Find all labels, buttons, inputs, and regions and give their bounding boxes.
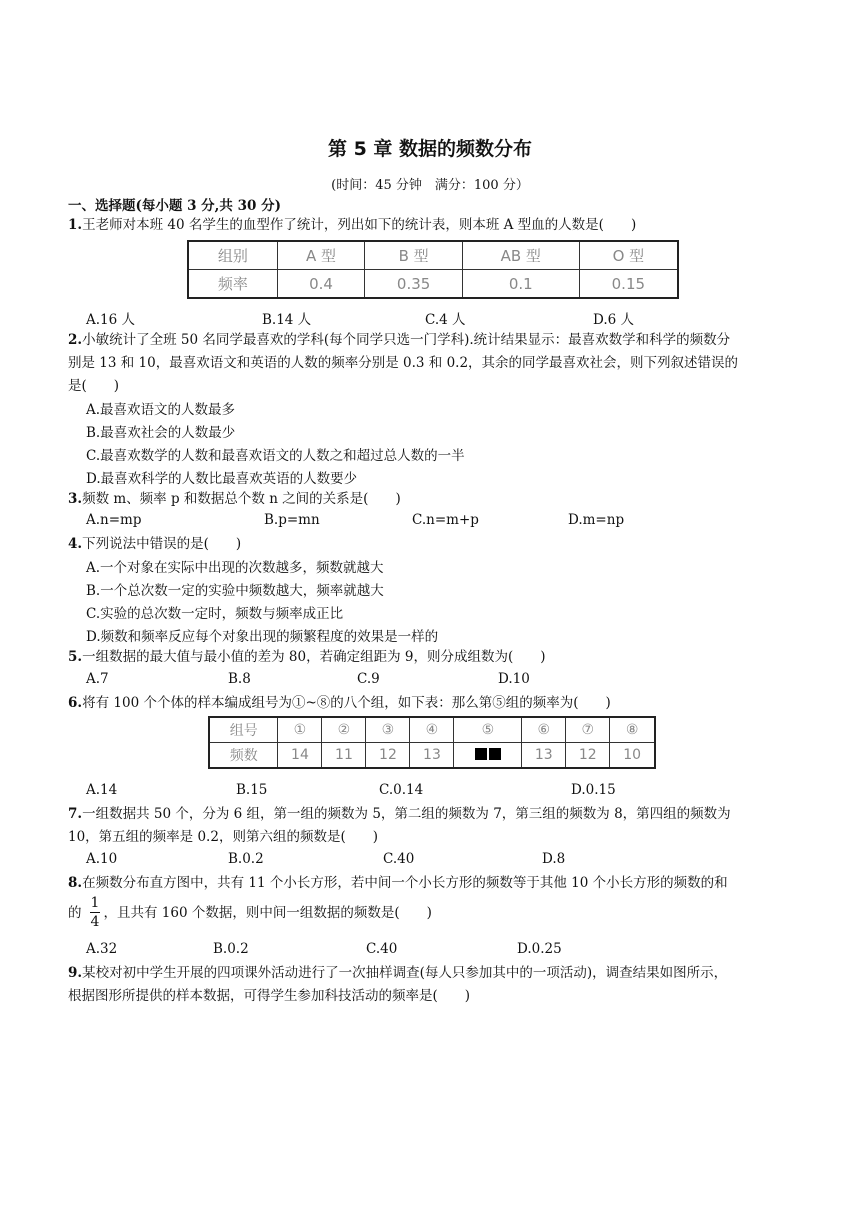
table-cell: 10 bbox=[610, 743, 655, 769]
question-2-line-3: 是( ) bbox=[68, 378, 120, 394]
table-cell: 12 bbox=[366, 743, 410, 769]
question-3 bbox=[68, 488, 401, 510]
option-b: B.15 bbox=[236, 782, 268, 798]
option-a: A.7 bbox=[86, 671, 109, 687]
question-text: 在频数分布直方图中，共有 11 个小长方形，若中间一个小长方形的频数等于其他 10 个小长方形的频数的和 bbox=[82, 875, 728, 891]
table-row bbox=[188, 270, 678, 299]
blood-type-table bbox=[187, 240, 679, 299]
option-d: D.10 bbox=[498, 671, 530, 687]
table-cell: 组别 bbox=[188, 241, 277, 270]
question-9-line-2: 根据图形所提供的样本数据，可得学生参加科技活动的频率是( ) bbox=[68, 988, 471, 1004]
question-7-line-2: 10，第五组的频率是 0.2，则第六组的频数是( ) bbox=[68, 829, 378, 845]
question-2 bbox=[68, 329, 730, 351]
option-d: D.6 人 bbox=[593, 312, 635, 328]
table-cell: A 型 bbox=[277, 241, 365, 270]
table-cell: ③ bbox=[366, 717, 410, 743]
option-c: C.9 bbox=[357, 671, 380, 687]
question-text: 将有 100 个个体的样本编成组号为①~⑧的八个组，如下表：那么第⑤组的频率为( ) bbox=[82, 695, 611, 711]
option-a: A.14 bbox=[86, 782, 118, 798]
text-before-fraction: 的 bbox=[68, 905, 82, 921]
section-heading: 一、选择题(每小题 3 分,共 30 分) bbox=[68, 198, 281, 214]
table-cell: ⑦ bbox=[566, 717, 610, 743]
table-cell: ⑤ bbox=[454, 717, 522, 743]
group-frequency-table bbox=[208, 716, 656, 769]
question-text: 王老师对本班 40 名学生的血型作了统计，列出如下的统计表，则本班 A 型血的人数是( ) bbox=[82, 217, 637, 233]
question-number: 2. bbox=[68, 332, 83, 348]
table-cell: 0.15 bbox=[579, 270, 678, 299]
table-cell: ④ bbox=[410, 717, 454, 743]
exam-info: (时间：45 分钟 满分：100 分） bbox=[331, 178, 529, 193]
option-d: D.最喜欢科学的人数比最喜欢英语的人数要少 bbox=[86, 471, 358, 487]
table-cell: 频率 bbox=[188, 270, 277, 299]
question-number: 5. bbox=[68, 649, 83, 665]
table-cell: B 型 bbox=[365, 241, 462, 270]
table-cell: 13 bbox=[410, 743, 454, 769]
option-b: B.14 人 bbox=[262, 312, 312, 328]
option-d: D.0.15 bbox=[571, 782, 616, 798]
option-c: C.实验的总次数一定时，频数与频率成正比 bbox=[86, 606, 344, 622]
table-cell: 0.4 bbox=[277, 270, 365, 299]
masked-cell bbox=[454, 743, 522, 769]
table-cell: 11 bbox=[322, 743, 366, 769]
question-text: 小敏统计了全班 50 名同学最喜欢的学科(每个同学只选一门学科).统计结果显示：最喜欢数学和科学的频数分 bbox=[82, 332, 731, 348]
question-5 bbox=[68, 646, 545, 668]
question-9 bbox=[68, 962, 727, 984]
table-cell: 频数 bbox=[209, 743, 278, 769]
black-square-icon bbox=[489, 748, 501, 760]
table-cell: 14 bbox=[278, 743, 322, 769]
table-row bbox=[188, 241, 678, 270]
question-2-line-2: 别是 13 和 10，最喜欢语文和英语的人数的频率分别是 0.3 和 0.2，其余的同学最喜欢社会，则下列叙述错误的 bbox=[68, 355, 739, 371]
option-b: B.最喜欢社会的人数最少 bbox=[86, 425, 236, 441]
table-row bbox=[209, 717, 655, 743]
question-7 bbox=[68, 803, 731, 825]
question-number: 4. bbox=[68, 536, 83, 552]
question-number: 6. bbox=[68, 695, 83, 711]
option-c: C.最喜欢数学的人数和最喜欢语文的人数之和超过总人数的一半 bbox=[86, 448, 465, 464]
table-cell: AB 型 bbox=[462, 241, 579, 270]
table-row bbox=[209, 743, 655, 769]
fraction-bar bbox=[90, 912, 100, 913]
question-text: 频数 m、频率 p 和数据总个数 n 之间的关系是( ) bbox=[82, 491, 401, 507]
option-b: B.一个总次数一定的实验中频数越大，频率就越大 bbox=[86, 583, 384, 599]
question-number: 3. bbox=[68, 491, 83, 507]
fraction-one-quarter bbox=[88, 895, 102, 930]
question-number: 8. bbox=[68, 875, 83, 891]
table-cell: ② bbox=[322, 717, 366, 743]
table-cell: ⑧ bbox=[610, 717, 655, 743]
fraction-numerator: 1 bbox=[90, 895, 100, 911]
table-cell: 组号 bbox=[209, 717, 278, 743]
table-cell: ① bbox=[278, 717, 322, 743]
table-cell: ⑥ bbox=[522, 717, 566, 743]
black-square-icon bbox=[475, 748, 487, 760]
option-c: C.40 bbox=[383, 851, 415, 867]
question-1 bbox=[68, 214, 636, 236]
option-c: C.40 bbox=[366, 941, 398, 957]
question-text: 下列说法中错误的是( ) bbox=[82, 536, 242, 552]
question-8 bbox=[68, 872, 728, 894]
option-b: B.0.2 bbox=[213, 941, 249, 957]
option-c: C.4 人 bbox=[425, 312, 466, 328]
option-b: B.0.2 bbox=[228, 851, 264, 867]
option-d: D.0.25 bbox=[517, 941, 562, 957]
option-a: A.最喜欢语文的人数最多 bbox=[86, 402, 236, 418]
option-a: A.一个对象在实际中出现的次数越多，频数就越大 bbox=[86, 560, 384, 576]
question-text: 一组数据共 50 个，分为 6 组，第一组的频数为 5，第二组的频数为 7，第三组的频数为 8，第四组的频数为 bbox=[82, 806, 731, 822]
option-c: C.0.14 bbox=[379, 782, 424, 798]
fraction-denominator: 4 bbox=[90, 914, 100, 930]
option-b: B.8 bbox=[228, 671, 251, 687]
option-c: C.n=m+p bbox=[412, 512, 479, 528]
option-a: A.10 bbox=[86, 851, 118, 867]
option-d: D.8 bbox=[542, 851, 566, 867]
question-8-line-2 bbox=[68, 902, 432, 924]
question-text: 某校对初中学生开展的四项课外活动进行了一次抽样调查(每人只参加其中的一项活动)，调查结果如图所示， bbox=[82, 965, 728, 981]
text-after-fraction: ，且共有 160 个数据，则中间一组数据的频数是( ) bbox=[103, 905, 432, 921]
page-title: 第 5 章 数据的频数分布 bbox=[327, 138, 533, 160]
question-4 bbox=[68, 533, 241, 555]
table-cell: O 型 bbox=[579, 241, 678, 270]
question-number: 1. bbox=[68, 217, 83, 233]
option-b: B.p=mn bbox=[264, 512, 320, 528]
option-a: A.32 bbox=[86, 941, 118, 957]
question-6 bbox=[68, 692, 611, 714]
option-d: D.m=np bbox=[568, 512, 625, 528]
table-cell: 0.35 bbox=[365, 270, 462, 299]
option-a: A.n=mp bbox=[86, 512, 142, 528]
option-a: A.16 人 bbox=[86, 312, 136, 328]
table-cell: 13 bbox=[522, 743, 566, 769]
question-number: 7. bbox=[68, 806, 83, 822]
table-cell: 0.1 bbox=[462, 270, 579, 299]
option-d: D.频数和频率反应每个对象出现的频繁程度的效果是一样的 bbox=[86, 629, 439, 645]
table-cell: 12 bbox=[566, 743, 610, 769]
question-number: 9. bbox=[68, 965, 83, 981]
question-text: 一组数据的最大值与最小值的差为 80，若确定组距为 9，则分成组数为( ) bbox=[82, 649, 546, 665]
